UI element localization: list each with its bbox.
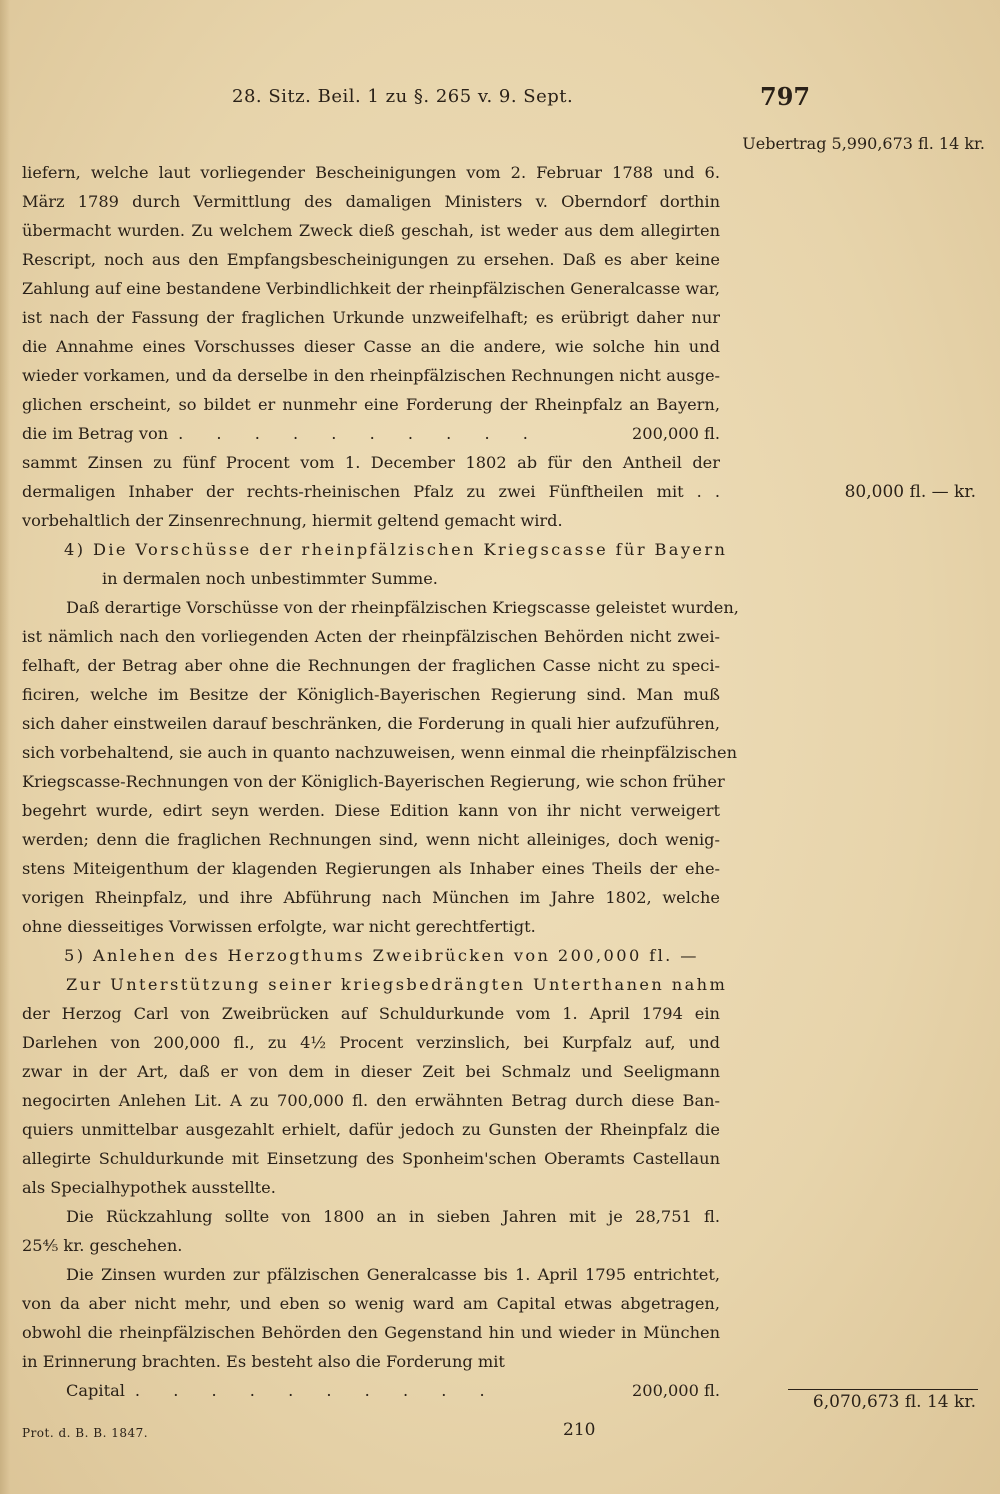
text-line: begehrt wurde, edirt seyn werden. Diese Edition kann von ihr nicht verweigert (22, 801, 720, 820)
text-line: 25⅘ kr. geschehen. (22, 1236, 183, 1255)
text-line: werden; denn die fraglichen Rechnungen sind, wenn nicht alleiniges, doch wenig- (22, 830, 720, 849)
text-line: ohne diesseitiges Vorwissen erfolgte, war nicht gerechtfertigt. (22, 917, 536, 936)
text-line: vorigen Rheinpfalz, und ihre Abführung nach München im Jahre 1802, welche (22, 888, 720, 907)
text-line: obwohl die rheinpfälzischen Behörden den Gegenstand hin und wieder in München (22, 1323, 720, 1342)
amount-line (22, 1376, 720, 1405)
page-number: 797 (760, 82, 811, 111)
text-line: Rescript, noch aus den Empfangsbescheinigungen zu ersehen. Daß es aber keine (22, 250, 720, 269)
text-line: sammt Zinsen zu fünf Procent vom 1. December 1802 ab für den Antheil der (22, 453, 720, 472)
text-line: vorbehaltlich der Zinsenrechnung, hiermit geltend gemacht wird. (22, 511, 563, 530)
total-rule (788, 1389, 978, 1390)
text-line: Die Rückzahlung sollte von 1800 an in sieben Jahren mit je 28,751 fl. (66, 1207, 720, 1226)
text-line: der Herzog Carl von Zweibrücken auf Schuldurkunde vom 1. April 1794 ein (22, 1004, 720, 1023)
amount-value: 200,000 fl. (631, 424, 720, 443)
text-line: März 1789 durch Vermittlung des damaligen Ministers v. Oberndorf dorthin (22, 192, 720, 211)
amount-label: Capital (66, 1381, 125, 1400)
text-line: Zahlung auf eine bestandene Verbindlichkeit der rheinpfälzischen Generalcasse war, (22, 279, 720, 298)
text-line: dermaligen Inhaber der rechts-rheinischen Pfalz zu zwei Fünftheilen mit . . (22, 482, 720, 501)
text-line: quiers unmittelbar ausgezahlt erhielt, dafür jedoch zu Gunsten der Rheinpfalz die (22, 1120, 720, 1139)
footer-page-number: 210 (563, 1420, 596, 1440)
text-line: Darlehen von 200,000 fl., zu 4½ Procent verzinslich, bei Kurpfalz auf, und (22, 1033, 720, 1052)
leader-dots: . . . . . . . . . . (178, 424, 542, 443)
footer-left: Prot. d. B. B. 1847. (22, 1426, 149, 1440)
text-line: übermacht wurden. Zu welchem Zweck dieß geschah, ist weder aus dem allegirten (22, 221, 720, 240)
text-line: die Annahme eines Vorschusses dieser Casse an die andere, wie solche hin und (22, 337, 720, 356)
text-line: als Specialhypothek ausstellte. (22, 1178, 276, 1197)
margin-total: 6,070,673 fl. 14 kr. (812, 1392, 976, 1412)
margin-amount-80000: 80,000 fl. — kr. (844, 482, 976, 502)
running-header: 28. Sitz. Beil. 1 zu §. 265 v. 9. Sept. (232, 86, 574, 107)
text-line: negocirten Anlehen Lit. A zu 700,000 fl. den erwähnten Betrag durch diese Ban- (22, 1091, 720, 1110)
page-fold-shadow (0, 0, 10, 1494)
section-heading-5: 5) Anlehen des Herzogthums Zweibrücken von 200,000 fl. — (64, 946, 699, 965)
section-heading-4: 4) Die Vorschüsse der rheinpfälzischen Kriegscasse für Bayern (64, 540, 728, 559)
text-line: glichen erscheint, so bildet er nunmehr eine Forderung der Rheinpfalz an Bayern, (22, 395, 720, 414)
margin-uebertrag: Uebertrag 5,990,673 fl. 14 kr. (742, 134, 985, 153)
text-line: felhaft, der Betrag aber ohne die Rechnungen der fraglichen Casse nicht zu speci- (22, 656, 720, 675)
text-line: zwar in der Art, daß er von dem in dieser Zeit bei Schmalz und Seeligmann (22, 1062, 720, 1081)
text-line: stens Miteigenthum der klagenden Regierungen als Inhaber eines Theils der ehe- (22, 859, 720, 878)
amount-line (22, 419, 720, 448)
section-heading-4-sub: in dermalen noch unbestimmter Summe. (102, 569, 438, 588)
text-line: in Erinnerung brachten. Es besteht also die Forderung mit (22, 1352, 505, 1371)
text-line: sich vorbehaltend, sie auch in quanto nachzuweisen, wenn einmal die rheinpfälzischen (22, 743, 738, 762)
text-line: liefern, welche laut vorliegender Bescheinigungen vom 2. Februar 1788 und 6. (22, 163, 720, 182)
text-line: allegirte Schuldurkunde mit Einsetzung des Sponheim'schen Oberamts Castellaun (22, 1149, 720, 1168)
text-line: Zur Unterstützung seiner kriegsbedrängten Unterthanen nahm (66, 975, 728, 994)
text-line: ficiren, welche im Besitze der Königlich-Bayerischen Regierung sind. Man muß (22, 685, 720, 704)
text-line: Kriegscasse-Rechnungen von der Königlich-Bayerischen Regierung, wie schon früher (22, 772, 725, 791)
amount-label: die im Betrag von (22, 424, 169, 443)
amount-value: 200,000 fl. (631, 1381, 720, 1400)
leader-dots: . . . . . . . . . . (134, 1381, 499, 1400)
text-line: sich daher einstweilen darauf beschränken, die Forderung in quali hier aufzuführen, (22, 714, 720, 733)
text-line: Die Zinsen wurden zur pfälzischen Generalcasse bis 1. April 1795 entrichtet, (66, 1265, 720, 1284)
text-line: von da aber nicht mehr, und eben so wenig ward am Capital etwas abgetragen, (22, 1294, 720, 1313)
text-line: Daß derartige Vorschüsse von der rheinpfälzischen Kriegscasse geleistet wurden, (66, 598, 739, 617)
text-line: ist nämlich nach den vorliegenden Acten der rheinpfälzischen Behörden nicht zwei- (22, 627, 720, 646)
text-line: wieder vorkamen, und da derselbe in den rheinpfälzischen Rechnungen nicht ausge- (22, 366, 720, 385)
text-line: ist nach der Fassung der fraglichen Urkunde unzweifelhaft; es erübrigt daher nur (22, 308, 720, 327)
body-text (22, 158, 739, 1405)
